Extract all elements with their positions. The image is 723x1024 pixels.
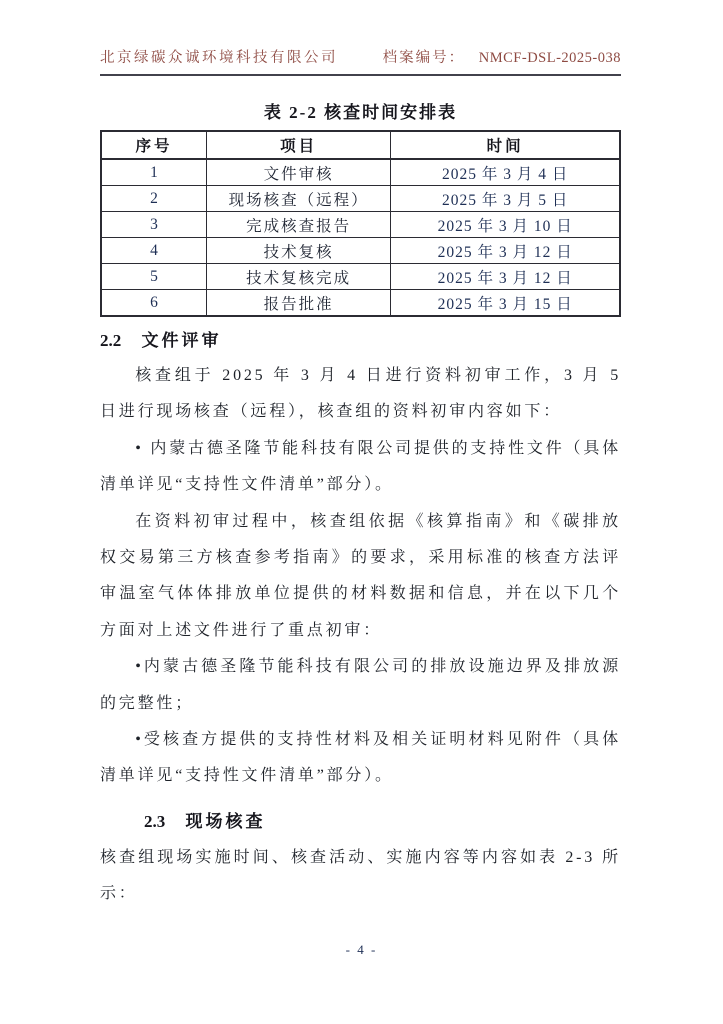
table-body bbox=[101, 159, 620, 316]
file-number-value: NMCF-DSL-2025-038 bbox=[478, 50, 621, 66]
cell-seq: 2 bbox=[101, 186, 207, 212]
cell-item: 报告批准 bbox=[207, 290, 391, 317]
file-number-label: 档案编号： bbox=[382, 50, 466, 66]
cell-item: 技术复核完成 bbox=[207, 264, 391, 290]
paragraph: 核查组于 2025 年 3 月 4 日进行资料初审工作，3 月 5 日进行现场核查（远程），核查组的资料初审内容如下： bbox=[100, 367, 621, 421]
cell-seq: 4 bbox=[101, 238, 207, 264]
table-row bbox=[101, 264, 620, 290]
table-row bbox=[101, 186, 620, 212]
table-row bbox=[101, 238, 620, 264]
table-caption: 表 2-2 核查时间安排表 bbox=[263, 103, 458, 122]
table-row bbox=[101, 212, 620, 238]
cell-time: 2025 年 3 月 12 日 bbox=[391, 264, 620, 290]
bullet-item: •受核查方提供的支持性材料及相关证明材料见附件（具体清单详见“支持性文件清单”部分）。 bbox=[100, 731, 621, 785]
column-header-time: 时间 bbox=[391, 131, 620, 159]
schedule-table bbox=[100, 130, 621, 317]
page-header bbox=[100, 46, 621, 76]
cell-time: 2025 年 3 月 4 日 bbox=[391, 159, 620, 186]
cell-time: 2025 年 3 月 5 日 bbox=[391, 186, 620, 212]
cell-item: 现场核查（远程） bbox=[207, 186, 391, 212]
section-heading-2-2 bbox=[100, 326, 621, 351]
section-number: 2.3 bbox=[144, 811, 166, 831]
cell-seq: 6 bbox=[101, 290, 207, 317]
cell-seq: 1 bbox=[101, 159, 207, 186]
section-2-2-body bbox=[100, 358, 621, 795]
page-footer bbox=[0, 941, 723, 959]
section-title: 现场核查 bbox=[185, 811, 266, 831]
table-row bbox=[101, 290, 620, 317]
column-header-item: 项目 bbox=[207, 131, 391, 159]
section-title: 文件评审 bbox=[141, 331, 222, 350]
cell-time: 2025 年 3 月 15 日 bbox=[391, 290, 620, 317]
bullet-item: •内蒙古德圣隆节能科技有限公司的排放设施边界及排放源的完整性； bbox=[100, 658, 621, 712]
bullet-item: • 内蒙古德圣隆节能科技有限公司提供的支持性文件（具体清单详见“支持性文件清单”部分）。 bbox=[100, 439, 621, 494]
cell-time: 2025 年 3 月 10 日 bbox=[391, 212, 620, 238]
column-header-seq: 序号 bbox=[101, 131, 207, 159]
cell-item: 技术复核 bbox=[207, 238, 391, 264]
paragraph: 核查组现场实施时间、核查活动、实施内容等内容如表 2-3 所示： bbox=[100, 848, 621, 903]
section-number: 2.2 bbox=[100, 331, 122, 350]
paragraph: 在资料初审过程中，核查组依据《核算指南》和《碳排放权交易第三方核查参考指南》的要求，采用标准的核查方法评审温室气体体排放单位提供的材料数据和信息，并在以下几个方面对上述文件进行了重点初审： bbox=[100, 512, 621, 639]
cell-seq: 5 bbox=[101, 264, 207, 290]
cell-item: 文件审核 bbox=[207, 159, 391, 186]
file-number-block bbox=[383, 46, 621, 67]
section-heading-2-3 bbox=[144, 807, 621, 832]
table-row bbox=[101, 159, 620, 186]
page-number: - 4 - bbox=[345, 942, 378, 957]
cell-time: 2025 年 3 月 12 日 bbox=[391, 238, 620, 264]
table-header-row bbox=[101, 131, 620, 159]
company-name: 北京绿碳众诚环境科技有限公司 bbox=[100, 50, 338, 66]
cell-item: 完成核查报告 bbox=[207, 212, 391, 238]
table-header bbox=[101, 131, 620, 159]
page-content bbox=[100, 46, 621, 913]
cell-seq: 3 bbox=[101, 212, 207, 238]
